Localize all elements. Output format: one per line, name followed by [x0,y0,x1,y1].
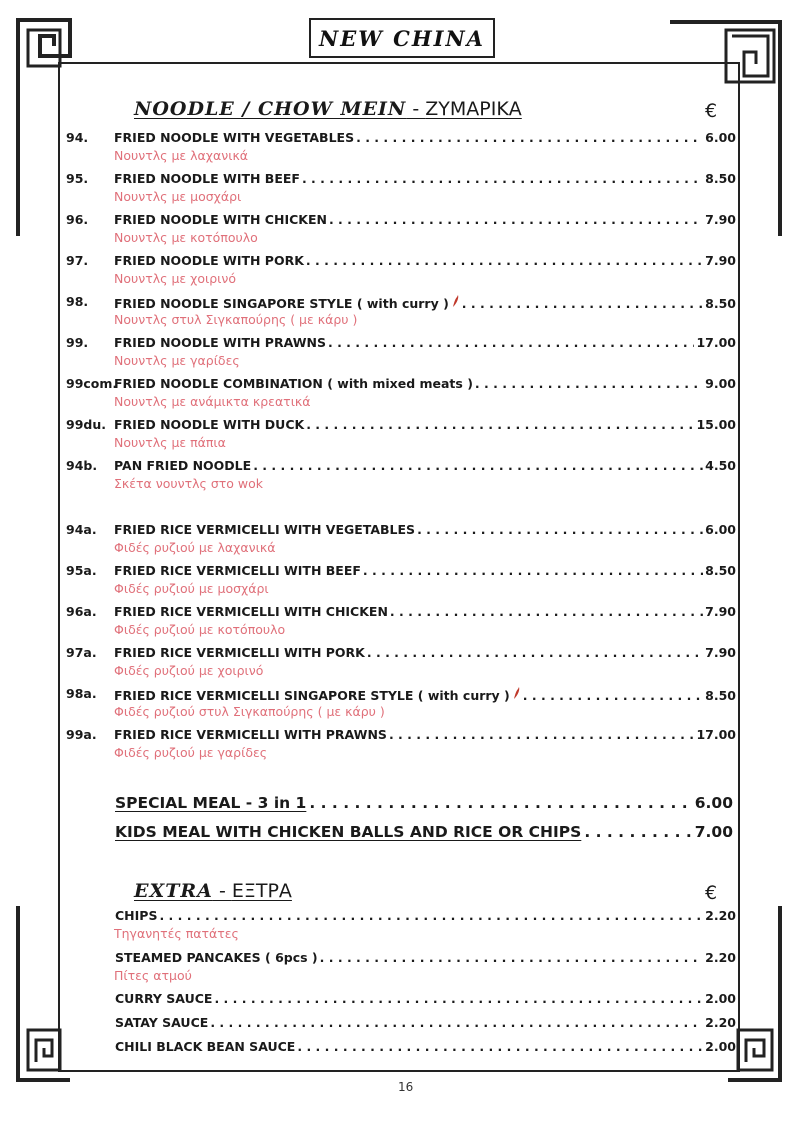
dot-leader [475,376,703,391]
item-name: FRIED NOODLE SINGAPORE STYLE ( with curry ) [114,296,449,311]
menu-item-row [66,522,736,540]
restaurant-title-box [309,18,495,58]
menu-item-row [66,563,736,581]
extra-heading-gr: ΕΞΤΡΑ [231,880,292,902]
menu-item-row [66,212,736,230]
item-number: 99du. [66,417,106,432]
special-meal-price: 6.00 [694,794,733,812]
item-name: CURRY SAUCE [115,991,213,1006]
chili-pepper-icon [452,294,460,308]
chili-pepper-icon [513,686,521,700]
item-name: FRIED NOODLE WITH DUCK [114,417,305,432]
item-price: 2.00 [705,991,736,1006]
menu-item-row [66,1015,736,1033]
menu-item-row [66,376,736,394]
dot-leader [210,1015,703,1030]
item-number: 94. [66,130,89,145]
item-greek-name: Νουντλς με λαχανικά [114,148,249,163]
item-number: 99com. [66,376,118,391]
kids-meal-leader [584,823,691,841]
item-price: 8.50 [705,688,736,703]
item-greek-name: Νουντλς με ανάμικτα κρεατικά [114,394,311,409]
item-name: FRIED NOODLE WITH BEEF [114,171,300,186]
menu-item-row [66,991,736,1009]
item-price: 2.20 [705,908,736,923]
dot-leader [462,296,703,311]
item-greek-name: Νουντλς με κοτόπουλο [114,230,258,245]
dot-leader [302,171,703,186]
item-greek-name: Σκέτα νουντλς στο wok [114,476,264,491]
item-greek-name: Φιδές ρυζιού στυλ Σιγκαπούρης ( με κάρυ ) [114,704,385,719]
special-meal-name: SPECIAL MEAL - 3 in 1 [115,794,307,812]
dot-leader [356,130,703,145]
item-price: 6.00 [705,522,736,537]
noodle-heading-en: NOODLE / CHOW MEIN [134,98,407,120]
item-greek-name: Νουντλς με γαρίδες [114,353,240,368]
item-price: 17.00 [696,335,736,350]
item-name: FRIED RICE VERMICELLI SINGAPORE STYLE ( with curry ) [114,688,510,703]
item-number: 95. [66,171,89,186]
item-number: 99. [66,335,89,350]
item-name: FRIED NOODLE WITH PRAWNS [114,335,326,350]
item-name: FRIED NOODLE WITH CHICKEN [114,212,327,227]
item-number: 98. [66,294,89,309]
menu-item-row [66,604,736,622]
item-price: 8.50 [705,171,736,186]
item-number: 97a. [66,645,97,660]
item-price: 7.90 [705,645,736,660]
menu-item-row [66,253,736,271]
item-number: 95a. [66,563,97,578]
restaurant-title: NEW CHINA [319,25,485,51]
page-number: 16 [398,1080,414,1094]
kids-meal-price: 7.00 [694,823,733,841]
menu-item-row [66,950,736,968]
item-price: 7.90 [705,604,736,619]
item-name: FRIED RICE VERMICELLI WITH CHICKEN [114,604,388,619]
item-name: FRIED NOODLE COMBINATION ( with mixed meats ) [114,376,473,391]
item-price: 9.00 [705,376,736,391]
item-greek-name: Πίτες ατμού [114,968,192,983]
item-price: 4.50 [705,458,736,473]
extra-section-heading [134,880,292,902]
item-number: 94b. [66,458,98,473]
special-meal-row [115,794,733,812]
special-meal-leader [309,794,691,812]
dot-leader [329,212,703,227]
menu-item-row [66,335,736,353]
item-number: 97. [66,253,89,268]
menu-item-row [66,458,736,476]
item-name: SATAY SAUCE [115,1015,209,1030]
item-name: FRIED RICE VERMICELLI WITH PORK [114,645,365,660]
dot-leader [367,645,703,660]
item-greek-name: Φιδές ρυζιού με γαρίδες [114,745,268,760]
item-greek-name: Φιδές ρυζιού με μοσχάρι [114,581,269,596]
dot-leader [389,727,695,742]
dot-leader [390,604,703,619]
item-number: 98a. [66,686,97,701]
extra-heading-en: EXTRA [134,880,213,902]
menu-item-row [66,727,736,745]
item-price: 15.00 [696,417,736,432]
extra-currency-symbol: € [705,882,718,904]
item-number: 99a. [66,727,97,742]
noodle-section-heading [134,98,522,120]
dot-leader [253,458,703,473]
dot-leader [523,688,703,703]
dot-leader [320,950,704,965]
item-name: FRIED RICE VERMICELLI WITH VEGETABLES [114,522,416,537]
item-price: 2.20 [705,1015,736,1030]
noodle-heading-gr: ΖΥΜΑΡΙΚΑ [425,98,522,120]
item-name: FRIED RICE VERMICELLI WITH BEEF [114,563,361,578]
menu-item-row [66,130,736,148]
item-price: 8.50 [705,563,736,578]
item-greek-name: Νουντλς με χοιρινό [114,271,237,286]
item-greek-name: Νουντλς στυλ Σιγκαπούρης ( με κάρυ ) [114,312,358,327]
item-name: FRIED NOODLE WITH PORK [114,253,304,268]
item-name: PAN FRIED NOODLE [114,458,252,473]
item-price: 8.50 [705,296,736,311]
dot-leader [417,522,703,537]
item-number: 96a. [66,604,97,619]
menu-item-row [66,645,736,663]
menu-item-row [66,908,736,926]
item-greek-name: Τηγανητές πατάτες [114,926,239,941]
item-greek-name: Φιδές ρυζιού με λαχανικά [114,540,276,555]
item-price: 2.00 [705,1039,736,1054]
dot-leader [363,563,703,578]
item-name: FRIED NOODLE WITH VEGETABLES [114,130,355,145]
menu-item-row [66,294,736,312]
item-name: CHIPS [115,908,158,923]
menu-item-row [66,171,736,189]
dot-leader [328,335,694,350]
dot-leader [159,908,703,923]
item-price: 7.90 [705,212,736,227]
dot-leader [297,1039,703,1054]
menu-item-row [66,686,736,704]
noodle-currency-symbol: € [705,100,718,122]
item-name: FRIED RICE VERMICELLI WITH PRAWNS [114,727,387,742]
item-price: 6.00 [705,130,736,145]
item-greek-name: Φιδές ρυζιού με χοιρινό [114,663,264,678]
menu-item-row [66,1039,736,1057]
item-price: 17.00 [696,727,736,742]
dot-leader [306,417,694,432]
item-greek-name: Νουντλς με πάπια [114,435,226,450]
dot-leader [306,253,703,268]
item-price: 7.90 [705,253,736,268]
item-name: STEAMED PANCAKES ( 6pcs ) [115,950,318,965]
dot-leader [214,991,703,1006]
item-greek-name: Νουντλς με μοσχάρι [114,189,242,204]
item-number: 96. [66,212,89,227]
item-price: 2.20 [705,950,736,965]
extra-heading-sep: - [212,880,232,902]
kids-meal-name: KIDS MEAL WITH CHICKEN BALLS AND RICE OR CHIPS [115,823,582,841]
menu-item-row [66,417,736,435]
kids-meal-row [115,823,733,841]
item-name: CHILI BLACK BEAN SAUCE [115,1039,296,1054]
item-number: 94a. [66,522,97,537]
item-greek-name: Φιδές ρυζιού με κοτόπουλο [114,622,286,637]
noodle-heading-sep: - [406,98,426,120]
